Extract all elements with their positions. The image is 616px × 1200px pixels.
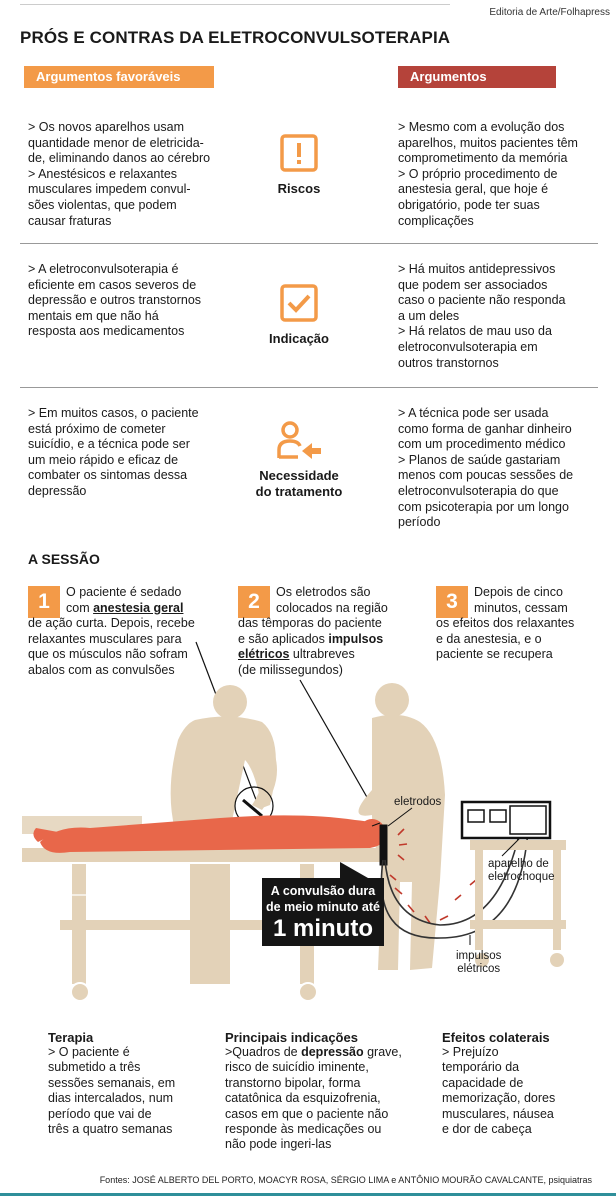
convulsion-duration-box: A convulsão dura de meio minuto até 1 minuto: [262, 878, 384, 946]
row3-favor: > Em muitos casos, o paciente está próximo de cometer suicídio, e a técnica pode ser um meio rápido e eficaz de combater os sintomas dessa depressão: [28, 406, 199, 498]
step1-text: O paciente é sedado com anestesia geral de ação curta. Depois, recebe relaxantes musculares para que os músculos não sofram abalos com as convulsões: [28, 585, 195, 677]
tag-favor: Argumentos favoráveis: [24, 66, 214, 88]
page-title: PRÓS E CONTRAS DA ELETROCONVULSOTERAPIA: [20, 28, 451, 47]
row2-contra: > Há muitos antidepressivos que podem ser associados caso o paciente não responda a um deles > Há relatos de mau uso da eletroconvulsoterapia em outros transtornos: [398, 262, 566, 370]
row1-label: Riscos: [277, 181, 321, 196]
ect-device: [462, 802, 550, 838]
top-rule: [20, 4, 450, 5]
credit: Editoria de Arte/Folhapress: [489, 7, 610, 18]
person-arrow-icon: [276, 420, 322, 460]
stretcher-rack: [30, 880, 180, 915]
bottom-rule: [0, 1193, 616, 1196]
row3-contra: > A técnica pode ser usada como forma de ganhar dinheiro com um procedimento médico > Planos de saúde gastariam menos com poucas sessões de eletroconvulsoterapia do que com psicoterapia por um longo período: [398, 406, 574, 530]
label-impulsos: impulsos elétricos: [456, 950, 502, 975]
row2-favor: > A eletroconvulsoterapia é eficiente em casos severos de depressão e outros transtornos mentais em que não há resposta aos medicamentos: [28, 262, 202, 339]
warning-icon: [279, 133, 319, 173]
sources: Fontes: JOSÉ ALBERTO DEL PORTO, MOACYR ROSA, SÉRGIO LIMA e ANTÔNIO MOURÃO CAVALCANTE, psiquiatras: [99, 1175, 592, 1185]
row-separator: [20, 387, 598, 388]
row-separator: [20, 243, 598, 244]
bottom-indicacoes: Principais indicações >Quadros de depressão grave, risco de suicídio iminente, transtorno bipolar, forma catatônica da esquizofrenia, casos em que o paciente não responde às medicações ou não pode ingeri-las: [225, 1030, 402, 1152]
bottom-terapia: Terapia > O paciente é submetido a três sessões semanais, em dias intercalados, num período que vai de três a quatro semanas: [48, 1030, 176, 1137]
label-aparelho: aparelho de eletrochoque: [488, 858, 555, 883]
doctor-left-figure: [171, 685, 277, 830]
step1-number: 1: [28, 586, 60, 618]
step2-number: 2: [238, 586, 270, 618]
checkbox-icon: [279, 283, 319, 323]
tag-contra: Argumentos contrários: [398, 66, 556, 88]
session-title: A SESSÃO: [28, 551, 100, 567]
row2-label: Indicação: [269, 331, 329, 346]
step2-text: Os eletrodos são colocados na região das têmporas do paciente e são aplicados impulsos elétricos ultrabreves (de milissegundos): [238, 585, 388, 677]
session-illustration: [0, 620, 616, 1020]
bottom-efeitos: Efeitos colaterais > Prejuízo temporário da capacidade de memorização, dores musculares, náusea e dor de cabeça: [442, 1030, 556, 1137]
step3-text: Depois de cinco minutos, cessam os efeitos dos relaxantes e da anestesia, e o paciente se recupera: [436, 585, 575, 662]
stretcher-wheels: [71, 983, 317, 1001]
label-eletrodos: eletrodos: [394, 796, 442, 808]
row1-favor: > Os novos aparelhos usam quantidade menor de eletricida- de, eliminando danos ao cérebro > Anestésicos e relaxantes musculares impedem convul- sões violentas, que podem causar fraturas: [28, 120, 211, 228]
row1-contra: > Mesmo com a evolução dos aparelhos, muitos pacientes têm comprometimento da memória > O próprio procedimento de anestesia geral, que hoje é obrigatório, pode ter suas complicações: [398, 120, 578, 228]
row3-label: Necessidade do tratamento: [255, 468, 343, 499]
step3-number: 3: [436, 586, 468, 618]
